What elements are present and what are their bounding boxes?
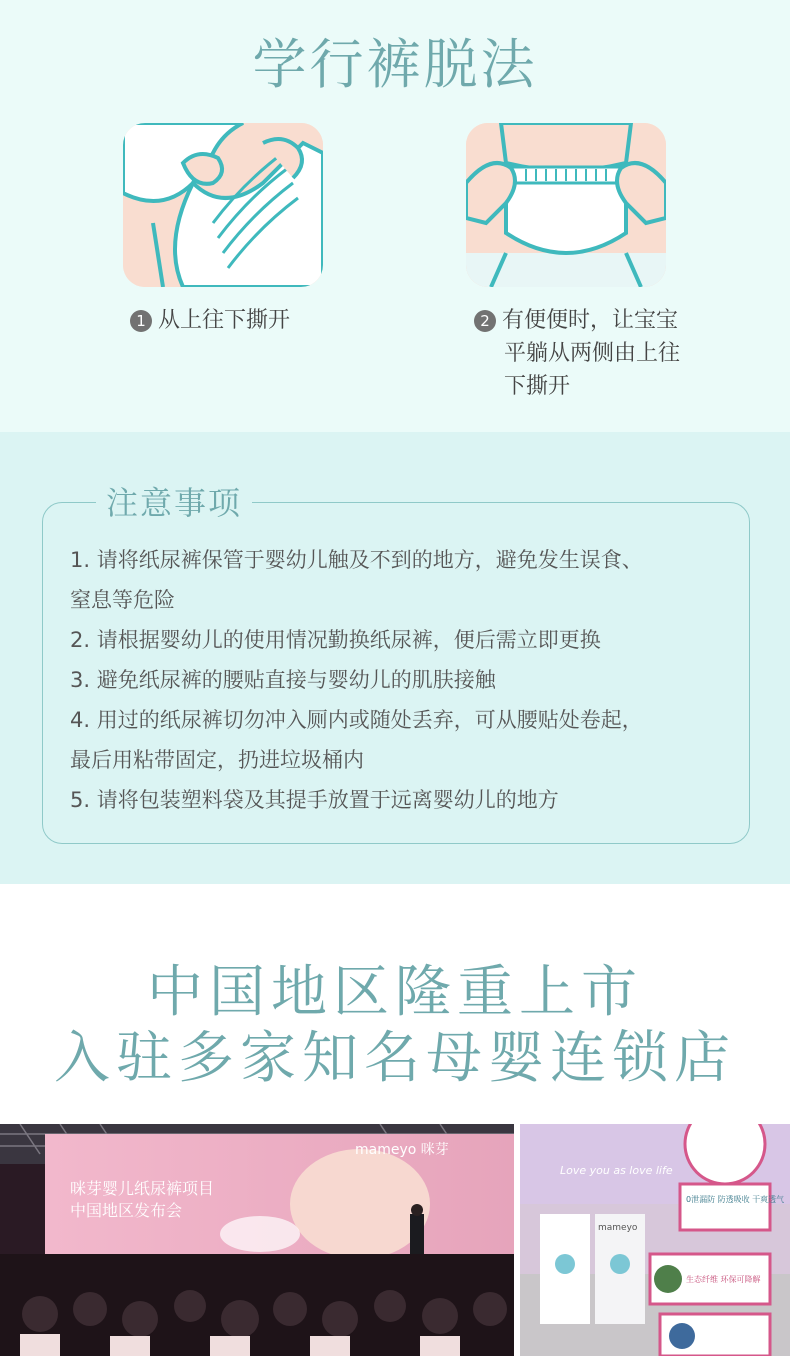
launch-headline-2: 入驻多家知名母婴连锁店 xyxy=(54,1026,736,1091)
step1-text: 从上往下撕开 xyxy=(158,308,291,333)
notice-item: 1. 请将纸尿裤保管于婴幼儿触及不到的地方，避免发生误食、 xyxy=(70,548,643,572)
howto-section xyxy=(0,0,790,432)
step2-illustration xyxy=(466,123,666,287)
notice-item: 2. 请根据婴幼儿的使用情况勤换纸尿裤，便后需立即更换 xyxy=(70,628,601,652)
step2-text-line1: 有便便时，让宝宝 xyxy=(502,308,679,333)
notice-item: 窒息等危险 xyxy=(70,588,175,612)
launch-event-photo xyxy=(0,1124,514,1356)
notice-title: 注意事项 xyxy=(96,478,252,524)
event-brand-logo: mameyo 咪芽 xyxy=(355,1142,449,1158)
notice-item: 最后用粘带固定，扔进垃圾桶内 xyxy=(70,748,364,772)
launch-headline-1: 中国地区隆重上市 xyxy=(147,960,643,1025)
store-booth-photo xyxy=(520,1124,790,1356)
booth-sign-1: 0泄漏防 防透吸收 干爽透气 xyxy=(686,1195,785,1204)
launch-section xyxy=(0,884,790,1356)
tearing-diaper-graphic xyxy=(123,123,323,287)
step1-number-badge: 1 xyxy=(130,310,152,332)
notice-list xyxy=(70,540,740,820)
step2-number-badge: 2 xyxy=(474,310,496,332)
notice-section xyxy=(0,432,790,884)
step1-illustration xyxy=(123,123,323,287)
event-screen-title-1: 咪芽婴儿纸尿裤项目 xyxy=(70,1179,215,1198)
booth-slogan: Love you as love life xyxy=(560,1164,673,1177)
side-tear-diaper-graphic xyxy=(466,123,666,287)
howto-title: 学行裤脱法 xyxy=(252,33,538,96)
booth-logo: mameyo xyxy=(598,1223,638,1233)
notice-item: 5. 请将包装塑料袋及其提手放置于远离婴幼儿的地方 xyxy=(70,788,559,812)
step2-text-line2: 平躺从两侧由上往 xyxy=(504,341,681,366)
step2-caption xyxy=(474,304,680,403)
step1-caption xyxy=(130,304,290,337)
notice-item: 3. 避免纸尿裤的腰贴直接与婴幼儿的肌肤接触 xyxy=(70,668,496,692)
notice-item: 4. 用过的纸尿裤切勿冲入厕内或随处丢弃，可从腰贴处卷起， xyxy=(70,708,643,732)
step2-text-line3: 下撕开 xyxy=(504,374,571,399)
booth-sign-2: 生态纤维 环保可降解 xyxy=(686,1275,761,1284)
event-screen-title-2: 中国地区发布会 xyxy=(70,1201,183,1220)
